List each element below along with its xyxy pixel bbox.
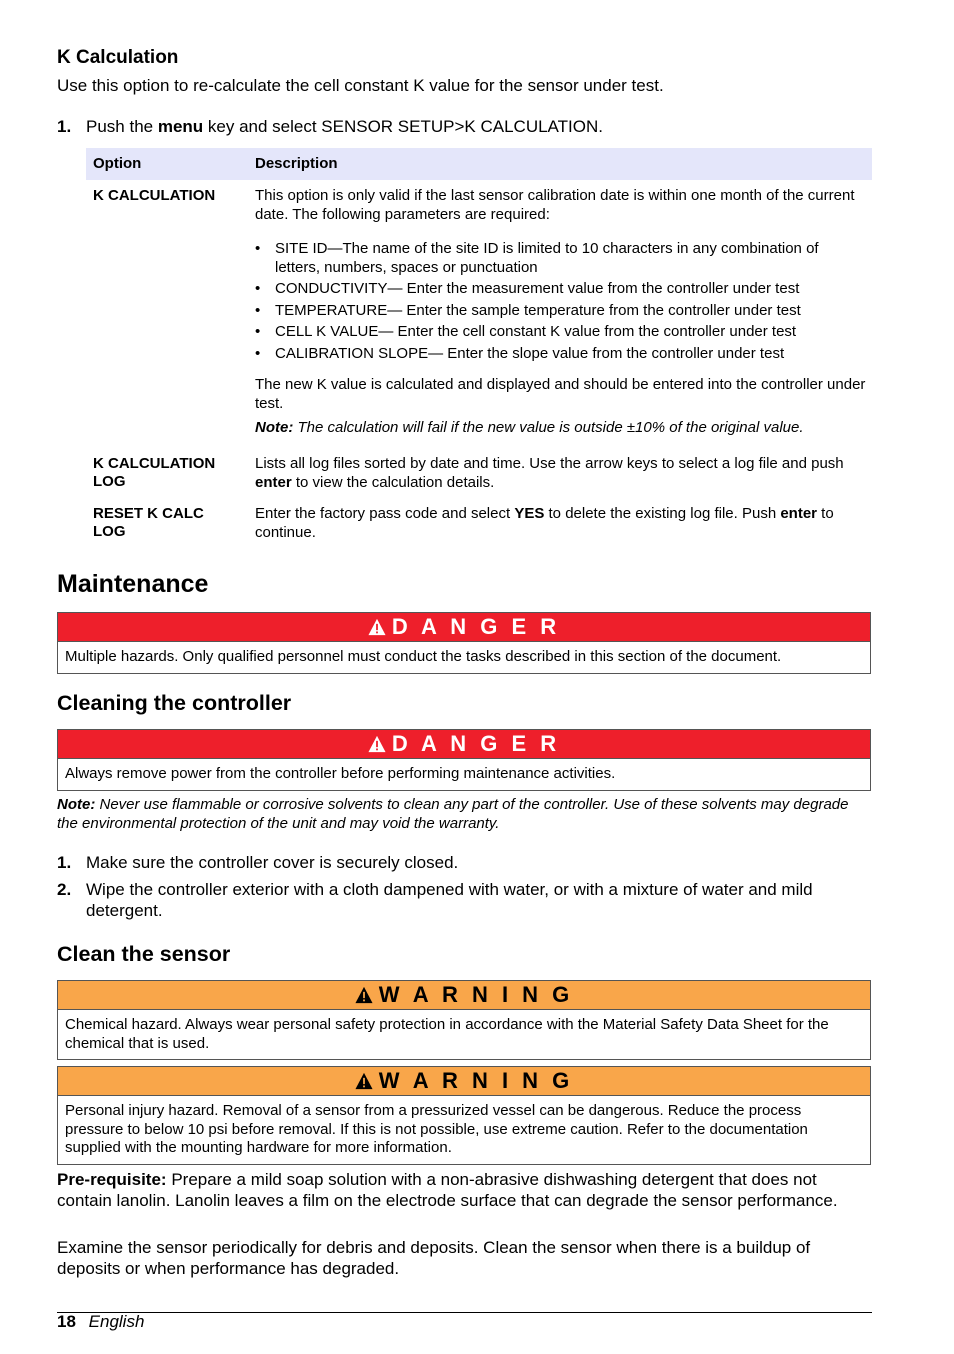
warning-text: Personal injury hazard. Removal of a sensor from a pressurized vessel can be dangerous. Reduce the process pressure to below 10 psi before removal. If this is not possible, use extreme caution. Refer to the documentation supplied with the mounting hardware for more information. (65, 1102, 808, 1156)
step-text: Push the (86, 117, 158, 136)
cleaning-step-2 (57, 879, 872, 920)
option-reset-k-calc-log: RESET K CALC LOG (93, 505, 204, 540)
warning-text: Chemical hazard. Always wear personal safety protection in accordance with the Material Safety Data Sheet for the chemical that is used. (65, 1016, 829, 1052)
required-parameters-list (255, 240, 867, 363)
options-table-header (86, 148, 872, 180)
examine-paragraph: Examine the sensor periodically for debris and deposits. Clean the sensor when there is a buildup of deposits or when performance has degraded. (57, 1238, 811, 1278)
description-k-calculation (255, 187, 867, 438)
prerequisite-label: Pre-requisite: (57, 1170, 167, 1189)
k-calculation-heading: K Calculation (57, 47, 179, 68)
step-number: 1. (57, 853, 72, 872)
step-number: 1. (57, 117, 72, 136)
key-enter: enter (780, 505, 818, 522)
column-header-description: Description (255, 155, 338, 172)
description-k-calculation-log: Lists all log files sorted by date and time. Use the arrow keys to select a log file and push enter to view the calculation details. (255, 455, 844, 491)
step-text: Wipe the controller exterior with a cloth dampened with water, or with a mixture of water and mild detergent. (86, 880, 813, 920)
cleaning-controller-heading: Cleaning the controller (57, 691, 292, 715)
maintenance-heading: Maintenance (57, 570, 209, 598)
step-text-end: key and select SENSOR SETUP>K CALCULATION. (203, 117, 603, 136)
key-yes: YES (514, 505, 545, 522)
footer (57, 1312, 144, 1332)
warning-triangle-icon (368, 618, 386, 636)
list-item: • TEMPERATURE— Enter the sample temperature from the controller under test (255, 301, 801, 319)
warning-label: W A R N I N G (378, 982, 574, 1007)
description-intro: This option is only valid if the last sensor calibration date is within one month of the current date. The following parameters are required: (255, 187, 855, 223)
list-item: • SITE ID—The name of the site ID is limited to 10 characters in any combination of letters, numbers, spaces or punctuation (255, 240, 819, 276)
list-item: • CELL K VALUE— Enter the cell constant K value from the controller under test (255, 323, 797, 340)
k-calculation-intro: Use this option to re-calculate the cell constant K value for the sensor under test. (57, 76, 664, 95)
warning-triangle-icon (368, 735, 386, 753)
warning-box-chemical (57, 980, 871, 1060)
step-key-menu: menu (157, 117, 204, 136)
footer-rule (57, 1312, 872, 1313)
description-reset-k-calc-log: Enter the factory pass code and select YES to delete the existing log file. Push enter to continue. (255, 505, 834, 541)
danger-text: Always remove power from the controller before performing maintenance activities. (65, 765, 616, 782)
step-number: 2. (57, 880, 72, 899)
note-label: Note: (255, 419, 294, 436)
prerequisite-paragraph (57, 1169, 872, 1211)
list-item: • CONDUCTIVITY— Enter the measurement value from the controller under test (255, 280, 800, 297)
cleaning-step-1 (57, 852, 872, 873)
key-enter: enter (255, 473, 292, 491)
danger-box-cleaning-controller (57, 729, 871, 791)
step-text: Make sure the controller cover is securely closed. (86, 853, 459, 872)
note-text: The calculation will fail if the new value is outside ±10% of the original value. (293, 419, 804, 436)
note-label: Note: (57, 796, 96, 813)
page-number: 18 (57, 1312, 76, 1331)
option-k-calculation: K CALCULATION (93, 187, 216, 204)
bullet: • (255, 280, 261, 297)
warning-label: W A R N I N G (378, 1068, 574, 1093)
danger-label: D A N G E R (391, 614, 561, 639)
cleaning-controller-note (57, 796, 857, 833)
danger-banner (58, 613, 870, 642)
option-k-calculation-log: K CALCULATION LOG (93, 455, 216, 490)
bullet: • (255, 323, 261, 340)
description-after: The new K value is calculated and displayed and should be entered into the controller under test. (255, 376, 866, 412)
warning-box-pressure (57, 1066, 871, 1165)
bullet: • (255, 344, 261, 362)
danger-box-maintenance (57, 612, 871, 674)
bullet: • (255, 301, 261, 319)
bullet: • (255, 240, 261, 257)
list-item: • CALIBRATION SLOPE— Enter the slope value from the controller under test (255, 344, 785, 362)
danger-text: Multiple hazards. Only qualified personnel must conduct the tasks described in this section of the document. (65, 648, 782, 665)
note-text: Never use flammable or corrosive solvents to clean any part of the controller. Use of these solvents may degrade the environmental protection of the unit and may void the warranty. (57, 796, 849, 832)
warning-banner (58, 1067, 870, 1096)
danger-banner (58, 730, 870, 759)
prerequisite-text: Prepare a mild soap solution with a non-abrasive dishwashing detergent that does not contain lanolin. Lanolin leaves a film on the electrode surface that can degrade the sensor performance. (57, 1170, 838, 1210)
column-header-option: Option (93, 155, 142, 172)
warning-banner (58, 981, 870, 1010)
description-note (255, 419, 867, 438)
clean-sensor-heading: Clean the sensor (57, 942, 231, 966)
k-calculation-step-1 (57, 116, 872, 137)
warning-triangle-icon (355, 1072, 373, 1090)
footer-language: English (88, 1312, 145, 1331)
danger-label: D A N G E R (391, 731, 561, 756)
warning-triangle-icon (355, 986, 373, 1004)
